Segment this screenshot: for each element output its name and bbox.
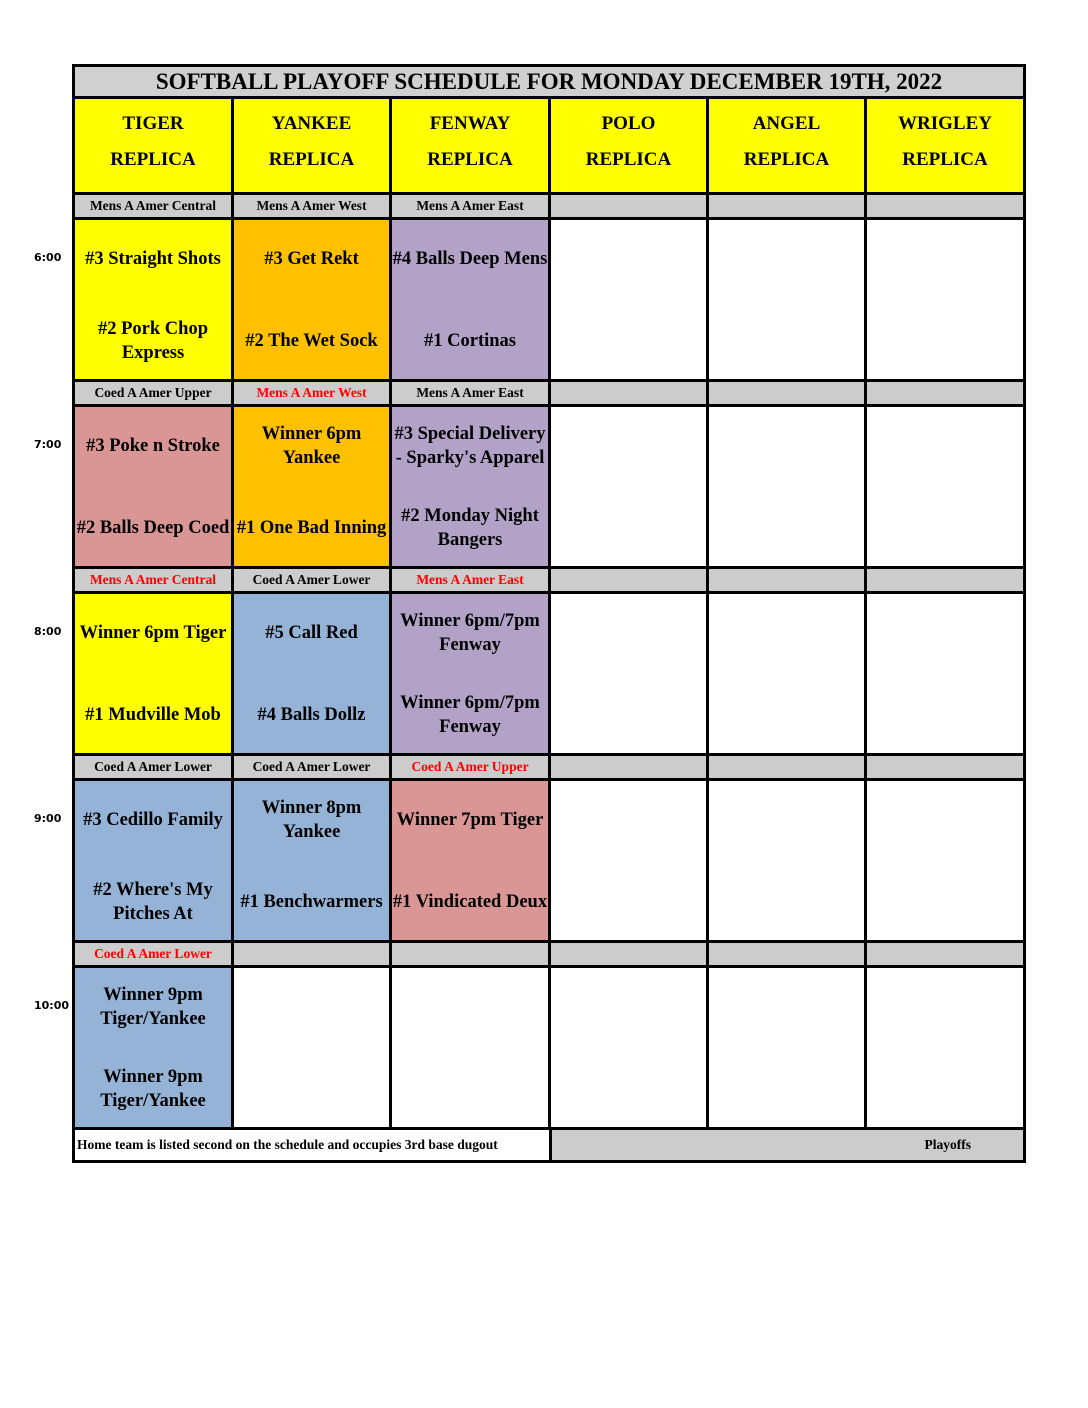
field-header-polo — [551, 99, 709, 195]
home-team: Winner 9pm Tiger/Yankee — [100, 1067, 206, 1111]
division-label — [551, 569, 709, 594]
division-label: Coed A Amer Lower — [75, 943, 234, 968]
game-cell — [392, 781, 551, 943]
away-team — [709, 970, 864, 1044]
division-label: Coed A Amer Lower — [234, 756, 392, 781]
game-cell — [75, 407, 234, 569]
home-team — [867, 491, 1023, 565]
division-label: Mens A Amer East — [392, 195, 551, 220]
field-name: WRIGLEY — [898, 113, 992, 134]
division-label — [234, 943, 392, 968]
home-team: #2 Pork Chop Express — [98, 319, 208, 363]
game-cell — [551, 407, 709, 569]
division-label: Mens A Amer East — [392, 382, 551, 407]
division-label: Coed A Amer Lower — [234, 569, 392, 594]
home-team — [551, 678, 706, 752]
game-cell — [709, 968, 867, 1130]
division-label: Coed A Amer Upper — [392, 756, 551, 781]
field-subtitle: REPLICA — [268, 149, 355, 170]
home-team — [709, 304, 864, 378]
field-name: ANGEL — [752, 113, 821, 134]
division-label — [867, 195, 1023, 220]
field-subtitle: REPLICA — [585, 149, 672, 170]
away-team: #3 Straight Shots — [85, 249, 221, 269]
game-cell — [867, 220, 1023, 382]
division-label — [867, 943, 1023, 968]
home-team — [867, 678, 1023, 752]
game-cell — [234, 594, 392, 756]
game-cell — [392, 220, 551, 382]
away-team — [392, 970, 548, 1044]
game-cell — [75, 968, 234, 1130]
game-cell — [709, 594, 867, 756]
game-cell — [75, 594, 234, 756]
field-subtitle: REPLICA — [743, 149, 830, 170]
away-team: #3 Cedillo Family — [83, 810, 223, 830]
home-team: #1 Mudville Mob — [85, 705, 221, 725]
division-label — [551, 756, 709, 781]
division-label: Mens A Amer Central — [75, 569, 234, 594]
game-cell — [867, 781, 1023, 943]
game-cell — [867, 407, 1023, 569]
time-label: 10:00 — [34, 999, 70, 1012]
footer-label: Playoffs — [552, 1130, 1023, 1160]
division-label — [551, 382, 709, 407]
away-team — [867, 596, 1023, 670]
game-cell — [709, 407, 867, 569]
game-cell — [392, 968, 551, 1130]
away-team — [709, 783, 864, 857]
schedule-sheet — [72, 64, 1026, 1163]
division-label: Mens A Amer East — [392, 569, 551, 594]
home-team: #1 Cortinas — [424, 331, 516, 351]
home-team: #1 One Bad Inning — [236, 518, 387, 538]
division-label — [709, 943, 867, 968]
game-cell — [709, 220, 867, 382]
home-team — [234, 1052, 389, 1126]
division-label — [867, 756, 1023, 781]
home-team: #2 Balls Deep Coed — [76, 518, 230, 538]
field-subtitle: REPLICA — [110, 149, 196, 170]
away-team — [709, 409, 864, 483]
home-team — [867, 865, 1023, 939]
game-cell — [75, 220, 234, 382]
away-team — [709, 222, 864, 296]
home-team — [867, 304, 1023, 378]
away-team: #3 Special Delivery - Sparky's Apparel — [394, 424, 546, 468]
division-label: Mens A Amer Central — [75, 195, 234, 220]
field-name: TIGER — [122, 113, 184, 134]
away-team: Winner 8pm Yankee — [261, 798, 362, 842]
home-team — [709, 678, 864, 752]
division-label — [709, 195, 867, 220]
away-team — [867, 783, 1023, 857]
away-team: #3 Get Rekt — [264, 249, 359, 269]
away-team — [551, 970, 706, 1044]
away-team — [867, 409, 1023, 483]
home-team: #2 Monday Night Bangers — [401, 506, 539, 550]
division-label — [709, 569, 867, 594]
away-team — [867, 222, 1023, 296]
away-team: Winner 6pm/7pm Fenway — [400, 611, 540, 655]
away-team — [551, 596, 706, 670]
field-header-fenway — [392, 99, 551, 195]
division-label — [392, 943, 551, 968]
field-header-yankee — [234, 99, 392, 195]
field-header-tiger — [75, 99, 234, 195]
away-team: Winner 7pm Tiger — [396, 810, 544, 830]
away-team: Winner 9pm Tiger/Yankee — [100, 985, 206, 1029]
home-team — [867, 1052, 1023, 1126]
division-label — [709, 382, 867, 407]
time-label: 7:00 — [34, 438, 62, 451]
away-team: #3 Poke n Stroke — [86, 436, 220, 456]
away-team: #5 Call Red — [265, 623, 358, 643]
game-cell — [234, 220, 392, 382]
division-label — [867, 569, 1023, 594]
away-team — [709, 596, 864, 670]
field-header-angel — [709, 99, 867, 195]
game-cell — [867, 968, 1023, 1130]
game-cell — [75, 781, 234, 943]
time-label: 9:00 — [34, 812, 62, 825]
away-team — [551, 409, 706, 483]
division-label — [709, 756, 867, 781]
home-team: #4 Balls Dollz — [257, 705, 366, 725]
home-team — [709, 491, 864, 565]
division-label: Coed A Amer Lower — [75, 756, 234, 781]
home-team — [709, 1052, 864, 1126]
division-label: Coed A Amer Upper — [75, 382, 234, 407]
division-label — [551, 943, 709, 968]
home-team — [551, 491, 706, 565]
game-cell — [392, 407, 551, 569]
field-subtitle: REPLICA — [902, 149, 988, 170]
field-name: FENWAY — [429, 113, 511, 134]
home-team — [551, 865, 706, 939]
home-team: Winner 6pm/7pm Fenway — [400, 693, 540, 737]
home-team — [551, 304, 706, 378]
home-team: #2 Where's My Pitches At — [93, 880, 213, 924]
game-cell — [551, 220, 709, 382]
home-team — [392, 1052, 548, 1126]
away-team: Winner 6pm Tiger — [79, 623, 227, 643]
away-team — [551, 222, 706, 296]
away-team: #4 Balls Deep Mens — [392, 249, 548, 269]
game-cell — [234, 968, 392, 1130]
home-team: #1 Benchwarmers — [240, 892, 383, 912]
away-team: Winner 6pm Yankee — [261, 424, 362, 468]
game-cell — [551, 781, 709, 943]
division-label — [551, 195, 709, 220]
division-label: Mens A Amer West — [234, 382, 392, 407]
field-header-wrigley — [867, 99, 1023, 195]
game-cell — [234, 407, 392, 569]
game-cell — [234, 781, 392, 943]
home-team — [551, 1052, 706, 1126]
home-team: #1 Vindicated Deux — [392, 892, 548, 912]
time-label: 8:00 — [34, 625, 62, 638]
away-team — [234, 970, 389, 1044]
division-label: Mens A Amer West — [234, 195, 392, 220]
field-subtitle: REPLICA — [427, 149, 513, 170]
game-cell — [551, 968, 709, 1130]
footer-note: Home team is listed second on the schedule and occupies 3rd base dugout — [75, 1130, 552, 1160]
away-team — [551, 783, 706, 857]
game-cell — [867, 594, 1023, 756]
away-team — [867, 970, 1023, 1044]
field-name: POLO — [601, 113, 656, 134]
home-team: #2 The Wet Sock — [245, 331, 378, 351]
game-cell — [392, 594, 551, 756]
time-label: 6:00 — [34, 251, 62, 264]
game-cell — [551, 594, 709, 756]
game-cell — [709, 781, 867, 943]
schedule-title: SOFTBALL PLAYOFF SCHEDULE FOR MONDAY DECEMBER 19TH, 2022 — [75, 67, 1023, 99]
division-label — [867, 382, 1023, 407]
home-team — [709, 865, 864, 939]
field-name: YANKEE — [271, 113, 352, 134]
